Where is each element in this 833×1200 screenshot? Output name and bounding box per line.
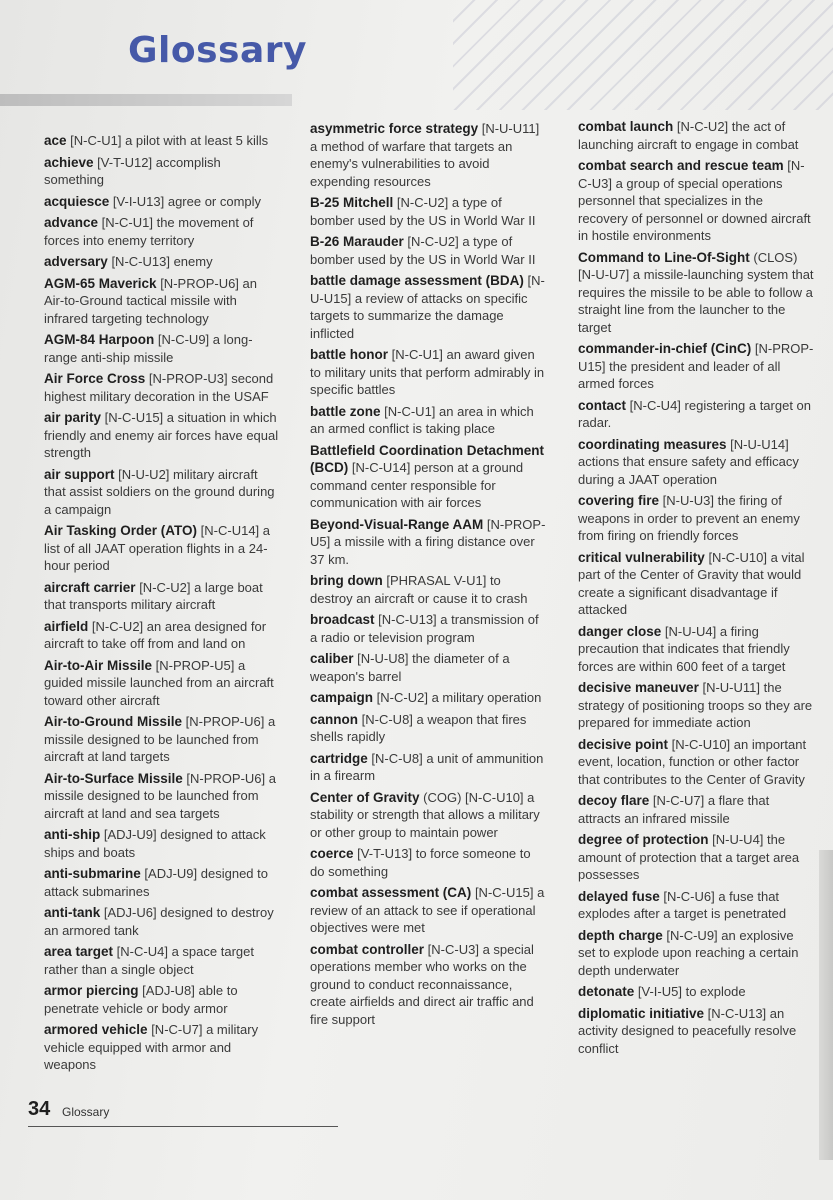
glossary-term: adversary [44, 254, 108, 269]
glossary-term: commander-in-chief (CinC) [578, 341, 752, 356]
glossary-definition: the act of launching aircraft to engage in combat [578, 119, 799, 152]
glossary-definition: an activity designed to peacefully resolve conflict [578, 1005, 797, 1056]
glossary-entry [578, 249, 814, 337]
glossary-entry [578, 397, 814, 432]
glossary-definition: designed to attack ships and boats [44, 827, 266, 860]
glossary-code: [N-C-U2] [91, 618, 144, 634]
glossary-entry [578, 888, 814, 923]
glossary-code: [N-C-U2] [396, 195, 449, 210]
glossary-definition: an Air-to-Ground tactical missile with infrared targeting technology [44, 275, 258, 326]
glossary-definition: to destroy an aircraft or cause it to crash [310, 573, 528, 606]
glossary-entry [44, 713, 280, 766]
glossary-definition: enemy [173, 254, 213, 269]
glossary-code: [N-C-U1] [101, 215, 153, 230]
glossary-entry [310, 750, 546, 785]
glossary-entry [578, 549, 814, 619]
glossary-code: [N-C-U10] [708, 549, 767, 565]
glossary-code: [ADJ-U9] [103, 827, 157, 842]
glossary-entry [310, 884, 546, 937]
glossary-definition: a type of bomber used by the US in World War II [310, 195, 536, 228]
glossary-entry [44, 865, 280, 900]
glossary-code: [N-C-U2] [376, 690, 428, 705]
glossary-code: [N-C-U6] [663, 888, 715, 904]
glossary-code: [N-C-U1] [70, 133, 122, 148]
glossary-term: B-26 Marauder [310, 234, 404, 249]
glossary-entry [44, 982, 280, 1017]
glossary-entry [44, 579, 280, 614]
glossary-entry [44, 370, 280, 405]
glossary-term: cartridge [310, 750, 368, 766]
header-stripes [453, 0, 833, 110]
glossary-entry [44, 943, 280, 978]
glossary-term: asymmetric force strategy [310, 121, 479, 136]
glossary-code: [N-C-U13] [707, 1005, 767, 1021]
glossary-definition: a fuse that explodes after a target is penetrated [578, 888, 787, 921]
glossary-code: [N-C-U15] [474, 885, 534, 900]
glossary-definition: a firing precaution that indicates that friendly forces are within 600 feet of a target [578, 623, 790, 674]
glossary-term: anti-ship [44, 827, 101, 842]
glossary-definition: able to penetrate vehicle or body armor [44, 983, 238, 1016]
glossary-code: [V-T-U13] [357, 846, 413, 861]
glossary-term: air support [44, 466, 115, 482]
glossary-code: [N-C-U14] [200, 523, 260, 538]
glossary-term: coerce [310, 846, 354, 861]
glossary-definition: a stability or strength that allows a military or other group to maintain power [310, 789, 540, 840]
glossary-code: [N-C-U14] [351, 460, 411, 475]
glossary-definition: a special operations member who works on the ground to conduct reconnaissance, create airfields and direct air traffic and fire support [310, 941, 534, 1027]
glossary-term: coordinating measures [578, 436, 727, 452]
glossary-entry [310, 845, 546, 880]
glossary-code: [N-C-U7] [652, 793, 705, 808]
glossary-entry [44, 618, 280, 653]
glossary-definition: a long-range anti-ship missile [44, 332, 253, 365]
glossary-code: [N-C-U10] [671, 736, 731, 752]
glossary-entry [310, 442, 546, 512]
glossary-definition: a military vehicle equipped with armor and weapons [44, 1022, 259, 1072]
glossary-term: Beyond-Visual-Range AAM [310, 516, 484, 532]
glossary-term: covering fire [578, 493, 660, 508]
glossary-code: [N-C-U9] [157, 332, 210, 347]
glossary-term: Command to Line-Of-Sight [578, 249, 750, 265]
glossary-code: [N-C-U3] [427, 941, 479, 957]
glossary-code: [ADJ-U9] [144, 866, 198, 881]
glossary-entry [44, 522, 280, 575]
glossary-definition: a large boat that transports military aircraft [44, 579, 263, 612]
glossary-entry [578, 157, 814, 245]
glossary-code: [N-C-U2] [139, 579, 191, 595]
glossary-code: [N-PROP-U6] [160, 275, 239, 291]
title-underline-bar [0, 94, 292, 106]
glossary-definition: person at a ground command center responsible for communication with air forces [310, 460, 524, 510]
glossary-definition: second highest military decoration in the USAF [44, 371, 274, 404]
glossary-code: [N-U-U4] [664, 623, 717, 639]
glossary-entry [310, 120, 546, 190]
glossary-definition: a guided missile launched from an aircraft toward other aircraft [44, 657, 274, 708]
glossary-definition: an important event, location, function or other factor that contributes to the Center of Gravity [578, 736, 807, 787]
glossary-entry [310, 346, 546, 399]
glossary-code: [ADJ-U6] [103, 905, 157, 920]
glossary-code: [N-U-U11] [481, 121, 540, 136]
glossary-definition: registering a target on radar. [578, 397, 812, 430]
glossary-column-1 [44, 132, 280, 1078]
glossary-definition: an explosive set to explode upon reaching a certain depth underwater [578, 927, 799, 978]
glossary-term: delayed fuse [578, 888, 660, 904]
glossary-definition: accomplish something [44, 154, 221, 187]
glossary-code: [N-C-U3] [578, 158, 805, 191]
glossary-code: (CLOS) [N-U-U7] [578, 249, 798, 282]
glossary-code: [N-U-U2] [118, 466, 170, 482]
glossary-entry [44, 826, 280, 861]
glossary-code: [PHRASAL V-U1] [386, 573, 487, 588]
glossary-definition: the strategy of positioning troops so they are prepared for immediate action [578, 680, 813, 730]
glossary-definition: a situation in which friendly and enemy air forces have equal strength [44, 410, 279, 460]
glossary-code: [ADJ-U8] [142, 983, 195, 998]
glossary-entry [44, 409, 280, 462]
glossary-definition: a type of bomber used by the US in World War II [310, 234, 536, 267]
glossary-term: danger close [578, 623, 662, 639]
glossary-entry [578, 679, 814, 732]
glossary-term: diplomatic initiative [578, 1005, 705, 1021]
glossary-code: [N-C-U7] [151, 1022, 203, 1037]
glossary-definition: a missile with a firing distance over 37 km. [310, 534, 535, 567]
glossary-entry [44, 657, 280, 710]
glossary-entry [44, 770, 280, 823]
glossary-term: AGM-84 Harpoon [44, 332, 155, 347]
glossary-term: B-25 Mitchell [310, 195, 394, 210]
glossary-definition: the president and leader of all armed forces [578, 358, 781, 391]
glossary-definition: an area in which an armed conflict is taking place [310, 403, 534, 436]
glossary-definition: designed to attack submarines [44, 866, 268, 899]
glossary-definition: a group of special operations personnel that specializes in the recovery of personnel or downed aircraft in hostile environments [578, 175, 811, 243]
glossary-term: campaign [310, 690, 374, 705]
glossary-entry [44, 904, 280, 939]
glossary-entry [578, 792, 814, 827]
glossary-code: [N-U-U15] [310, 273, 545, 306]
glossary-entry [310, 689, 546, 707]
glossary-term: Air Force Cross [44, 371, 146, 386]
glossary-term: armored vehicle [44, 1022, 148, 1037]
glossary-entry [44, 154, 280, 189]
glossary-code: [N-C-U8] [361, 711, 413, 727]
glossary-definition: a unit of ammunition in a firearm [310, 750, 544, 783]
glossary-code: [N-U-U14] [730, 436, 789, 452]
glossary-code: [N-PROP-U6] [186, 770, 266, 786]
glossary-entry [578, 436, 814, 489]
glossary-term: advance [44, 215, 99, 230]
glossary-term: combat controller [310, 941, 425, 957]
glossary-column-2 [310, 120, 546, 1032]
glossary-code: [N-PROP-U5] [155, 657, 235, 673]
glossary-term: AGM-65 Maverick [44, 275, 157, 291]
glossary-term: combat launch [578, 119, 674, 134]
glossary-entry [44, 275, 280, 328]
glossary-term: battle zone [310, 403, 381, 419]
glossary-term: Battlefield Coordination Detachment (BCD) [310, 442, 545, 475]
glossary-definition: to force someone to do something [310, 846, 531, 879]
glossary-entry [310, 233, 546, 268]
glossary-code: [N-C-U15] [104, 410, 164, 425]
glossary-term: cannon [310, 711, 359, 727]
glossary-term: battle honor [310, 347, 388, 362]
glossary-entry [578, 1005, 814, 1058]
glossary-definition: the diameter of a weapon's barrel [310, 651, 510, 684]
glossary-code: [V-T-U12] [97, 154, 153, 170]
glossary-code: [N-C-U1] [384, 403, 436, 419]
glossary-term: decisive maneuver [578, 680, 699, 695]
glossary-code: [N-C-U13] [111, 254, 170, 269]
glossary-term: degree of protection [578, 832, 709, 847]
glossary-definition: actions that ensure safety and efficacy during a JAAT operation [578, 454, 799, 487]
glossary-entry [310, 572, 546, 607]
page-number: 34 [28, 1098, 51, 1120]
glossary-entry [310, 194, 546, 229]
glossary-code: [N-PROP-U5] [310, 516, 546, 549]
glossary-entry [310, 272, 546, 342]
glossary-term: caliber [310, 651, 354, 666]
glossary-term: critical vulnerability [578, 549, 705, 565]
glossary-definition: a review of an attack to see if operational objectives were met [310, 885, 545, 935]
glossary-term: decisive point [578, 736, 669, 752]
glossary-code: [N-C-U1] [391, 347, 443, 362]
glossary-code: [N-PROP-U6] [185, 714, 265, 729]
glossary-entry [578, 340, 814, 393]
glossary-definition: the firing of weapons in order to prevent an enemy from firing on friendly forces [578, 493, 800, 543]
glossary-term: acquiesce [44, 193, 110, 209]
glossary-code: [N-PROP-U3] [148, 371, 228, 386]
glossary-entry [44, 193, 280, 211]
glossary-term: decoy flare [578, 793, 650, 808]
glossary-entry [578, 492, 814, 545]
glossary-term: airfield [44, 618, 89, 634]
glossary-term: area target [44, 944, 114, 959]
glossary-entry [578, 983, 814, 1001]
glossary-term: anti-tank [44, 905, 101, 920]
glossary-term: Center of Gravity [310, 789, 420, 805]
glossary-term: aircraft carrier [44, 579, 136, 595]
glossary-term: ace [44, 133, 67, 148]
glossary-term: Air-to-Air Missile [44, 657, 153, 673]
glossary-entry [310, 516, 546, 569]
glossary-code: [N-U-U8] [357, 651, 409, 666]
glossary-definition: a military operation [431, 690, 542, 705]
glossary-term: depth charge [578, 927, 663, 943]
glossary-definition: an area designed for aircraft to take off from and land on [44, 618, 267, 651]
glossary-definition: agree or comply [167, 193, 262, 209]
glossary-definition: designed to destroy an armored tank [44, 905, 274, 938]
glossary-entry [310, 650, 546, 685]
glossary-definition: a pilot with at least 5 kills [125, 133, 269, 148]
glossary-definition: a transmission of a radio or television program [310, 612, 539, 645]
glossary-code: [V-I-U5] [637, 984, 682, 999]
glossary-term: armor piercing [44, 983, 139, 998]
glossary-code: [N-U-U11] [702, 680, 760, 695]
footer-rule [28, 1126, 338, 1127]
glossary-entry [310, 941, 546, 1029]
glossary-definition: the movement of forces into enemy territory [44, 215, 254, 248]
footer-label: Glossary [62, 1105, 110, 1119]
glossary-definition: a flare that attracts an infrared missile [578, 793, 770, 826]
glossary-code: [N-C-U4] [629, 397, 681, 413]
glossary-definition: a missile-launching system that requires the missile to be able to follow a straight line from the launcher to the target [578, 267, 814, 335]
glossary-term: Air Tasking Order (ATO) [44, 523, 198, 538]
glossary-entry [44, 214, 280, 249]
glossary-code: [N-C-U8] [371, 750, 423, 766]
glossary-term: battle damage assessment (BDA) [310, 273, 524, 288]
glossary-term: achieve [44, 154, 94, 170]
glossary-entry [44, 253, 280, 271]
glossary-definition: the amount of protection that a target area possesses [578, 832, 800, 882]
glossary-term: anti-submarine [44, 866, 141, 881]
glossary-definition: a missile designed to be launched from aircraft at land and sea targets [44, 770, 277, 821]
glossary-definition: an award given to military units that perform admirably in specific battles [310, 347, 545, 397]
glossary-definition: a space target rather than a single object [44, 944, 254, 977]
glossary-entry [578, 623, 814, 676]
glossary-entry [578, 736, 814, 789]
glossary-definition: a list of all JAAT operation flights in a 24-hour period [44, 523, 271, 573]
glossary-entry [310, 711, 546, 746]
glossary-entry [578, 927, 814, 980]
glossary-entry [44, 331, 280, 366]
glossary-code: [N-C-U9] [666, 927, 718, 943]
glossary-term: Air-to-Ground Missile [44, 714, 182, 729]
glossary-definition: a review of attacks on specific targets to summarize the damage inflicted [310, 290, 528, 341]
glossary-definition: a missile designed to be launched from aircraft at land targets [44, 714, 276, 764]
glossary-term: detonate [578, 984, 635, 999]
glossary-code: [N-U-U4] [712, 832, 764, 847]
glossary-code: [N-C-U13] [378, 612, 437, 627]
glossary-code: [N-U-U3] [662, 493, 714, 508]
glossary-term: Air-to-Surface Missile [44, 770, 183, 786]
glossary-entry [44, 1021, 280, 1074]
glossary-term: combat assessment (CA) [310, 885, 472, 900]
glossary-entry [44, 132, 280, 150]
glossary-term: broadcast [310, 612, 375, 627]
glossary-code: [N-C-U4] [116, 944, 168, 959]
glossary-column-3 [578, 118, 814, 1061]
glossary-definition: a weapon that fires shells rapidly [310, 711, 527, 744]
glossary-definition: a vital part of the Center of Gravity that would create a significant disadvantage if attacked [578, 549, 805, 617]
glossary-definition: to explode [685, 984, 746, 999]
glossary-code: (COG) [N-C-U10] [423, 789, 524, 805]
page-edge [819, 850, 833, 1160]
glossary-definition: military aircraft that assist soldiers on the ground during a campaign [44, 466, 275, 517]
glossary-code: [N-PROP-U15] [578, 341, 814, 374]
page-title: Glossary [128, 30, 307, 71]
glossary-code: [V-I-U13] [112, 193, 165, 209]
glossary-term: contact [578, 397, 627, 413]
glossary-entry [310, 403, 546, 438]
glossary-entry [310, 789, 546, 842]
glossary-term: combat search and rescue team [578, 158, 784, 173]
glossary-entry [578, 118, 814, 153]
glossary-entry [578, 831, 814, 884]
glossary-entry [310, 611, 546, 646]
glossary-code: [N-C-U2] [407, 234, 459, 249]
glossary-entry [44, 466, 280, 519]
glossary-code: [N-C-U2] [676, 119, 729, 134]
glossary-term: air parity [44, 410, 102, 425]
glossary-term: bring down [310, 573, 383, 588]
glossary-definition: a method of warfare that targets an enemy's vulnerabilities to avoid expending resources [310, 138, 513, 189]
